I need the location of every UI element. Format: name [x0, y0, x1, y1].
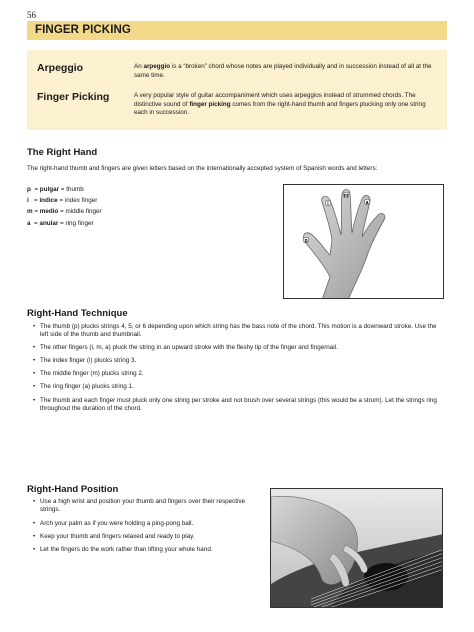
- list-item: • The thumb and each finger must pluck only one string per stroke and not brush over several strings (this would be a strum). Let the strings ring throughout the duration of the chord.: [27, 397, 439, 414]
- list-item: • The middle finger (m) plucks string 2.: [27, 370, 439, 378]
- heading-right-hand: The Right Hand: [27, 147, 98, 158]
- heading-right-hand-position: Right-Hand Position: [27, 484, 119, 495]
- hand-label-a: a: [365, 200, 369, 207]
- position-list: [27, 498, 259, 554]
- list-item: • Keep your thumb and fingers relaxed and ready to play.: [27, 533, 259, 541]
- definitions-box: [27, 50, 447, 130]
- hand-silhouette: [304, 190, 385, 300]
- list-item: • The other fingers (i, m, a) pluck the string in an upward stroke with the fleshy tip of the finger and fingernail.: [27, 344, 439, 352]
- finger-letter-a: a = anular = ring finger: [27, 219, 94, 227]
- definition-text-arpeggio: An arpeggio is a “broken” chord whose notes are played individually and in succession instead of all at the same time.: [134, 63, 432, 79]
- list-item: • Arch your palm as if you were holding a ping-pong ball.: [27, 520, 259, 528]
- guitar-hand-photo: [270, 488, 443, 608]
- right-hand-intro: The right-hand thumb and fingers are given letters based on the internationally accepted system of Spanish words and letters:: [27, 165, 378, 172]
- definition-text-finger-picking: A very popular style of guitar accompaniment which uses arpeggios instead of strummed chords. The distinctive sound of finger picking comes from the right-hand thumb and fingers plucking only one string each in succession.: [134, 92, 426, 117]
- hand-illustration: [284, 185, 444, 299]
- finger-letter-i: i = indice = index finger: [27, 197, 98, 205]
- list-item: • The ring finger (a) plucks string 1.: [27, 383, 439, 391]
- definition-term-finger-picking: Finger Picking: [37, 91, 110, 103]
- finger-letter-m: m = medio = middle finger: [27, 208, 102, 216]
- hand-label-p: p: [304, 238, 308, 245]
- hand-label-m: m: [343, 193, 349, 200]
- list-item: • Let the fingers do the work rather than lifting your whole hand.: [27, 546, 259, 554]
- technique-list: [27, 323, 439, 413]
- list-item: • The thumb (p) plucks strings 4, 5, or 6 depending upon which string has the bass note of the chord. This motion is a downward stroke. Use the left side of the thumb and thumbnail.: [27, 323, 439, 340]
- list-item: • The index finger (i) plucks string 3.: [27, 357, 439, 365]
- guitar-illustration: [271, 489, 443, 608]
- chapter-title-bar: [27, 21, 447, 40]
- heading-right-hand-technique: Right-Hand Technique: [27, 308, 128, 319]
- definition-term-arpeggio: Arpeggio: [37, 62, 84, 74]
- finger-letter-list: [27, 184, 102, 229]
- page-title: FINGER PICKING: [35, 24, 131, 36]
- page-number: 56: [27, 10, 36, 20]
- hand-label-i: i: [327, 201, 329, 208]
- list-item: • Use a high wrist and position your thumb and fingers over their respective strings.: [27, 498, 259, 515]
- finger-letter-p: p = pulgar = thumb: [27, 186, 84, 193]
- hand-diagram-photo: [283, 184, 444, 299]
